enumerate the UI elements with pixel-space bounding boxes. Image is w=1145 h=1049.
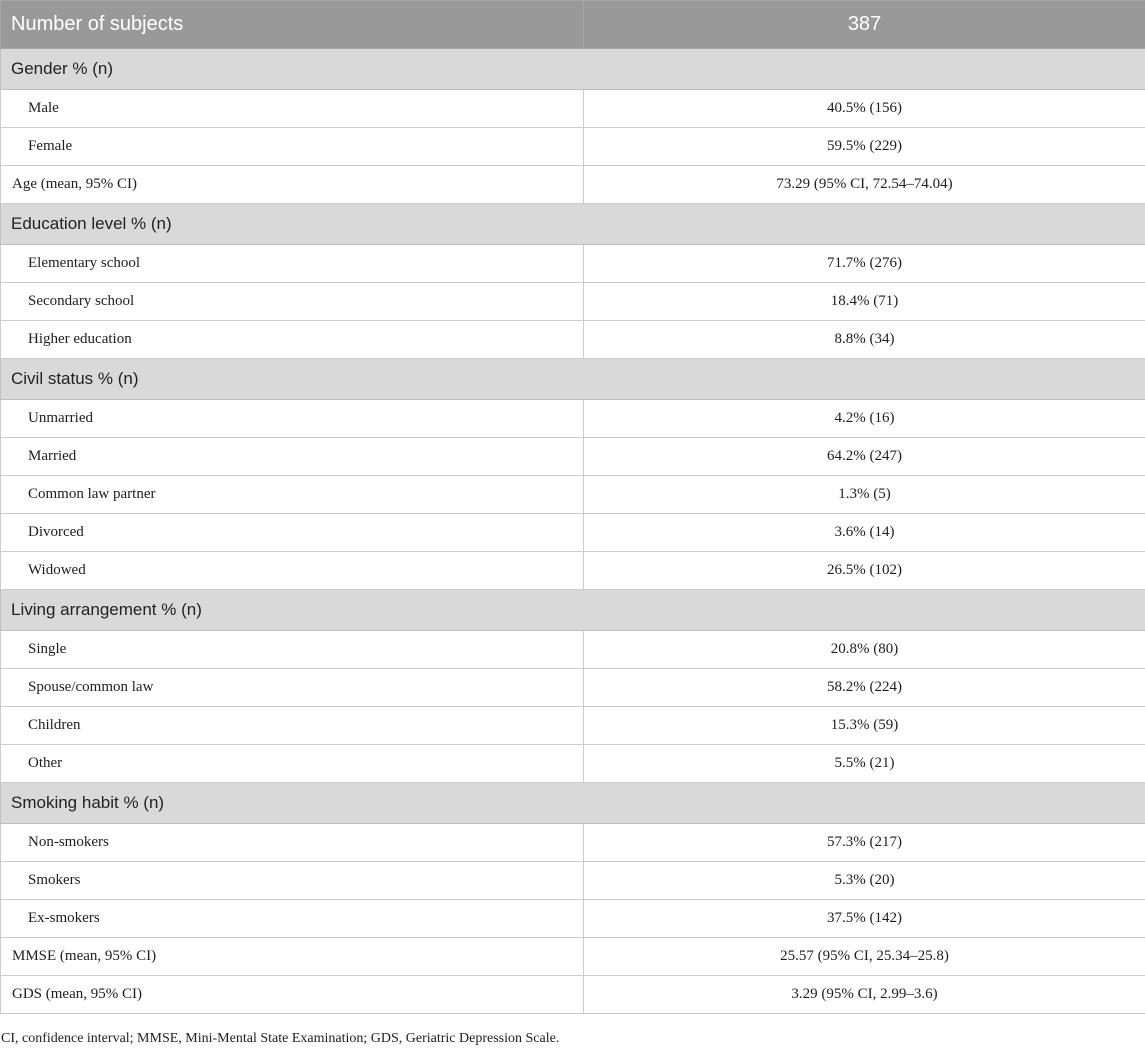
row-value: 58.2% (224): [584, 669, 1145, 707]
table-row: [1, 976, 1145, 1014]
table-row: [1, 900, 1145, 938]
table-row: [1, 321, 1145, 359]
table-body: [1, 1, 1145, 1014]
section-label: Civil status % (n): [1, 359, 1145, 400]
row-label: Age (mean, 95% CI): [1, 166, 584, 204]
row-value: 73.29 (95% CI, 72.54–74.04): [584, 166, 1145, 204]
table-footnote: CI, confidence interval; MMSE, Mini-Mental State Examination; GDS, Geriatric Depression Scale.: [1, 1031, 560, 1046]
section-header-row: [1, 204, 1145, 245]
section-header-row: [1, 783, 1145, 824]
row-value: 59.5% (229): [584, 128, 1145, 166]
row-label: Spouse/common law: [1, 669, 584, 707]
row-value: 15.3% (59): [584, 707, 1145, 745]
row-value: 1.3% (5): [584, 476, 1145, 514]
row-label: Divorced: [1, 514, 584, 552]
row-value: 71.7% (276): [584, 245, 1145, 283]
table-row: [1, 631, 1145, 669]
row-label: Married: [1, 438, 584, 476]
section-header-row: [1, 590, 1145, 631]
table-header-row: [1, 1, 1145, 49]
table-row: [1, 245, 1145, 283]
table-row: [1, 669, 1145, 707]
row-value: 40.5% (156): [584, 90, 1145, 128]
header-label: Number of subjects: [1, 1, 584, 49]
table-row: [1, 283, 1145, 321]
table-row: [1, 514, 1145, 552]
table-row: [1, 745, 1145, 783]
row-label: Male: [1, 90, 584, 128]
row-label: MMSE (mean, 95% CI): [1, 938, 584, 976]
row-value: 5.5% (21): [584, 745, 1145, 783]
row-value: 3.29 (95% CI, 2.99–3.6): [584, 976, 1145, 1014]
row-value: 25.57 (95% CI, 25.34–25.8): [584, 938, 1145, 976]
row-label: Secondary school: [1, 283, 584, 321]
table-row: [1, 824, 1145, 862]
row-value: 8.8% (34): [584, 321, 1145, 359]
row-value: 37.5% (142): [584, 900, 1145, 938]
table-row: [1, 90, 1145, 128]
table-row: [1, 707, 1145, 745]
row-value: 64.2% (247): [584, 438, 1145, 476]
table-row: [1, 862, 1145, 900]
row-value: 18.4% (71): [584, 283, 1145, 321]
row-label: Female: [1, 128, 584, 166]
section-header-row: [1, 359, 1145, 400]
table-row: [1, 476, 1145, 514]
row-label: Children: [1, 707, 584, 745]
section-header-row: [1, 49, 1145, 90]
row-value: 4.2% (16): [584, 400, 1145, 438]
row-label: Widowed: [1, 552, 584, 590]
row-value: 5.3% (20): [584, 862, 1145, 900]
table-row: [1, 438, 1145, 476]
row-label: Single: [1, 631, 584, 669]
section-label: Living arrangement % (n): [1, 590, 1145, 631]
row-label: Ex-smokers: [1, 900, 584, 938]
table-row: [1, 128, 1145, 166]
row-value: 26.5% (102): [584, 552, 1145, 590]
section-label: Education level % (n): [1, 204, 1145, 245]
row-label: GDS (mean, 95% CI): [1, 976, 584, 1014]
row-value: 20.8% (80): [584, 631, 1145, 669]
row-value: 57.3% (217): [584, 824, 1145, 862]
row-label: Elementary school: [1, 245, 584, 283]
row-label: Other: [1, 745, 584, 783]
table-row: [1, 552, 1145, 590]
table-row: [1, 400, 1145, 438]
row-label: Non-smokers: [1, 824, 584, 862]
table-row: [1, 166, 1145, 204]
row-label: Common law partner: [1, 476, 584, 514]
section-label: Gender % (n): [1, 49, 1145, 90]
row-value: 3.6% (14): [584, 514, 1145, 552]
header-value: 387: [584, 1, 1145, 49]
row-label: Smokers: [1, 862, 584, 900]
section-label: Smoking habit % (n): [1, 783, 1145, 824]
row-label: Higher education: [1, 321, 584, 359]
row-label: Unmarried: [1, 400, 584, 438]
table-row: [1, 938, 1145, 976]
